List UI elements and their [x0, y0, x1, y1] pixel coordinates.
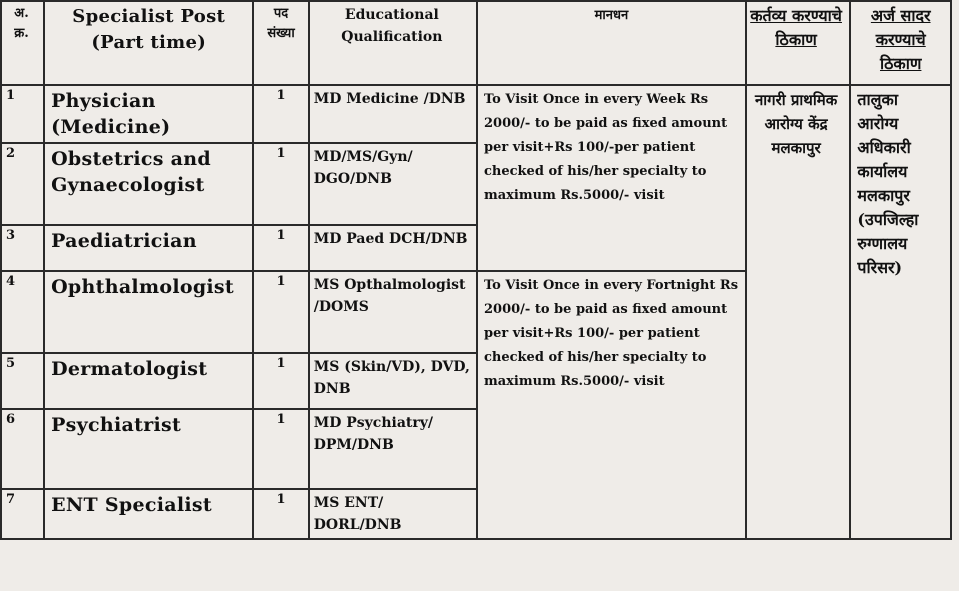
row-post: Dermatologist [44, 353, 253, 409]
row-post: Physician (Medicine) [44, 85, 253, 143]
row-sr: 1 [1, 85, 44, 143]
row-count: 1 [253, 143, 308, 225]
row-qualification: MD Paed DCH/DNB [309, 225, 477, 271]
row-qualification: MS (Skin/VD), DVD, DNB [309, 353, 477, 409]
row-sr: 6 [1, 409, 44, 489]
duty-place: नागरी प्राथमिक आरोग्य केंद्र मलकापुर [746, 85, 851, 539]
row-post: Psychiatrist [44, 409, 253, 489]
honorarium-fortnightly: To Visit Once in every Fortnight Rs 2000/- to be paid as fixed amount per visit+Rs 100/- per patient checked of his/her specialty to maximum Rs.5000/- visit [477, 271, 746, 539]
table-header-row [1, 1, 951, 85]
row-sr: 4 [1, 271, 44, 353]
row-qualification: MD/MS/Gyn/ DGO/DNB [309, 143, 477, 225]
header-post: Specialist Post (Part time) [44, 1, 253, 85]
row-post: Paediatrician [44, 225, 253, 271]
header-duty-place: कर्तव्य करण्याचे ठिकाण [746, 1, 851, 85]
row-qualification: MS Opthalmologist /DOMS [309, 271, 477, 353]
row-post: Ophthalmologist [44, 271, 253, 353]
row-count: 1 [253, 409, 308, 489]
row-count: 1 [253, 85, 308, 143]
row-count: 1 [253, 225, 308, 271]
table-row [1, 85, 951, 143]
row-qualification: MS ENT/ DORL/DNB [309, 489, 477, 539]
row-post: ENT Specialist [44, 489, 253, 539]
row-qualification: MD Psychiatry/ DPM/DNB [309, 409, 477, 489]
row-post: Obstetrics and Gynaecologist [44, 143, 253, 225]
apply-place: तालुका आरोग्य अधिकारी कार्यालय मलकापुर (उपजिल्हा रुग्णालय परिसर) [850, 85, 951, 539]
honorarium-weekly: To Visit Once in every Week Rs 2000/- to be paid as fixed amount per visit+Rs 100/-per patient checked of his/her specialty to maximum Rs.5000/- visit [477, 85, 746, 271]
header-qualification: Educational Qualification [309, 1, 477, 85]
row-qualification: MD Medicine /DNB [309, 85, 477, 143]
row-count: 1 [253, 489, 308, 539]
header-count: पद संख्या [253, 1, 308, 85]
row-sr: 5 [1, 353, 44, 409]
header-sr-no: अ. क्र. [1, 1, 44, 85]
header-apply-place: अर्ज सादर करण्याचे ठिकाण [850, 1, 951, 85]
header-honorarium: मानधन [477, 1, 746, 85]
row-sr: 2 [1, 143, 44, 225]
row-sr: 7 [1, 489, 44, 539]
row-sr: 3 [1, 225, 44, 271]
row-count: 1 [253, 353, 308, 409]
row-count: 1 [253, 271, 308, 353]
